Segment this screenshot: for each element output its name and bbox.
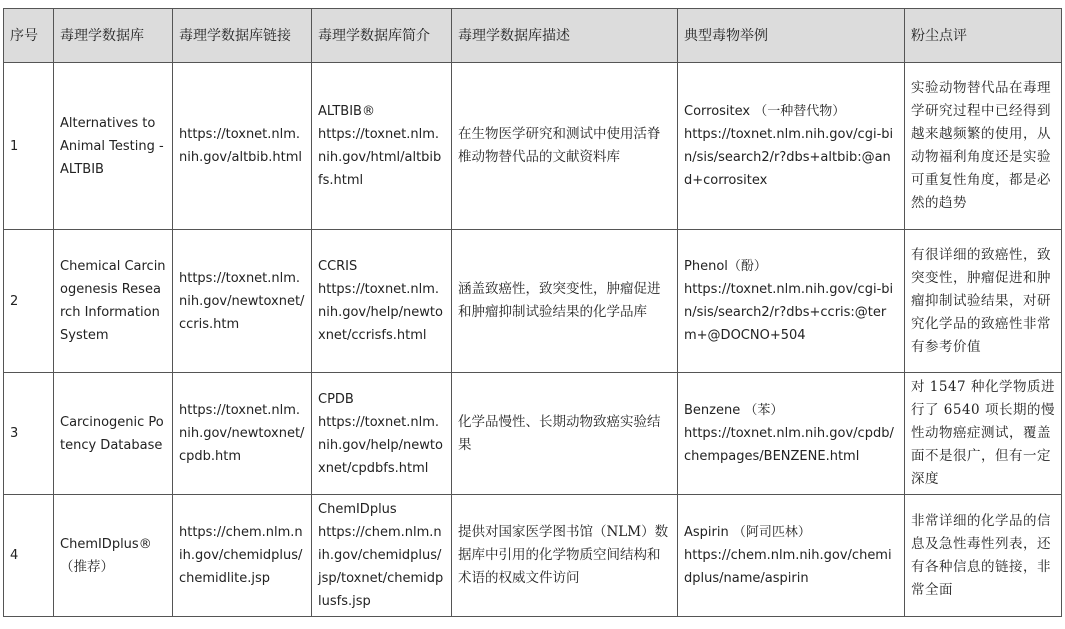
- database-link[interactable]: https://chem.nlm.nih.gov/chemidplus/chemidlite.jsp: [173, 495, 312, 617]
- header-description: 毒理学数据库描述: [452, 9, 678, 63]
- header-index: 序号: [4, 9, 54, 63]
- dust-comment: 有很详细的致癌性，致突变性，肿瘤促进和肿瘤抑制试验结果，对研究化学品的致癌性非常有参考价值: [905, 230, 1062, 373]
- table-row: [4, 373, 1062, 495]
- database-description: 涵盖致癌性，致突变性，肿瘤促进和肿瘤抑制试验结果的化学品库: [452, 230, 678, 373]
- row-index: 1: [4, 63, 54, 230]
- database-description: 化学品慢性、长期动物致癌实验结果: [452, 373, 678, 495]
- example-name: Phenol（酚）: [684, 259, 767, 274]
- database-name: [54, 63, 173, 230]
- example-name: Corrositex （一种替代物）: [684, 104, 846, 119]
- intro-name: CPDB: [318, 391, 354, 407]
- database-intro: [312, 373, 452, 495]
- database-intro: [312, 230, 452, 373]
- intro-url[interactable]: https://toxnet.nlm.nih.gov/help/newtoxnet/cpdbfs.html: [318, 414, 443, 476]
- database-name: [54, 495, 173, 617]
- header-comment: 粉尘点评: [905, 9, 1062, 63]
- database-description: 在生物医学研究和测试中使用活脊椎动物替代品的文献资料库: [452, 63, 678, 230]
- toxicant-example: [678, 495, 905, 617]
- intro-url[interactable]: https://chem.nlm.nih.gov/chemidplus/jsp/toxnet/chemidplusfs.jsp: [318, 525, 444, 609]
- dust-comment: 非常详细的化学品的信息及急性毒性列表，还有各种信息的链接，非常全面: [905, 495, 1062, 617]
- intro-name: ALTBIB®: [318, 104, 375, 119]
- row-index: 4: [4, 495, 54, 617]
- database-link[interactable]: https://toxnet.nlm.nih.gov/newtoxnet/ccris.htm: [173, 230, 312, 373]
- example-url[interactable]: https://chem.nlm.nih.gov/chemidplus/name/aspirin: [684, 548, 892, 586]
- database-intro: [312, 63, 452, 230]
- header-link: 毒理学数据库链接: [173, 9, 312, 63]
- toxicant-example: [678, 373, 905, 495]
- header-example: 典型毒物举例: [678, 9, 905, 63]
- table-header-row: [4, 9, 1062, 63]
- toxicant-example: [678, 63, 905, 230]
- table-row: [4, 495, 1062, 617]
- database-name-text: Chemical Carcinogenesis Research Information System: [60, 259, 166, 343]
- dust-comment: 实验动物替代品在毒理学研究过程中已经得到越来越频繁的使用，从动物福利角度还是实验可重复性角度，都是必然的趋势: [905, 63, 1062, 230]
- database-name: [54, 230, 173, 373]
- example-name: Aspirin （阿司匹林）: [684, 525, 811, 540]
- example-url[interactable]: https://toxnet.nlm.nih.gov/cpdb/chempages/BENZENE.html: [684, 426, 894, 464]
- recommended-note: （推荐）: [60, 558, 114, 575]
- database-intro: [312, 495, 452, 617]
- database-name: [54, 373, 173, 495]
- header-database: 毒理学数据库: [54, 9, 173, 63]
- database-link[interactable]: https://toxnet.nlm.nih.gov/newtoxnet/cpdb.htm: [173, 373, 312, 495]
- toxicology-database-table: [3, 8, 1062, 617]
- database-link[interactable]: https://toxnet.nlm.nih.gov/altbib.html: [173, 63, 312, 230]
- example-name: Benzene （苯）: [684, 403, 784, 418]
- database-name-text: Alternatives to Animal Testing - ALTBIB: [60, 115, 164, 177]
- example-url[interactable]: https://toxnet.nlm.nih.gov/cgi-bin/sis/search2/r?dbs+ccris:@term+@DOCNO+504: [684, 282, 894, 343]
- table-row: [4, 230, 1062, 373]
- row-index: 3: [4, 373, 54, 495]
- intro-url[interactable]: https://toxnet.nlm.nih.gov/help/newtoxnet/ccrisfs.html: [318, 282, 443, 343]
- intro-name: ChemIDplus: [318, 502, 397, 517]
- dust-comment: 对 1547 种化学物质进行了 6540 项长期的慢性动物癌症测试，覆盖面不是很广，但有一定深度: [905, 373, 1062, 495]
- table-row: [4, 63, 1062, 230]
- intro-url[interactable]: https://toxnet.nlm.nih.gov/html/altbibfs.html: [318, 127, 442, 188]
- header-intro: 毒理学数据库简介: [312, 9, 452, 63]
- row-index: 2: [4, 230, 54, 373]
- example-url[interactable]: https://toxnet.nlm.nih.gov/cgi-bin/sis/search2/r?dbs+altbib:@and+corrositex: [684, 127, 894, 188]
- database-name-text: ChemIDplus®: [60, 536, 152, 552]
- database-description: 提供对国家医学图书馆（NLM）数据库中引用的化学物质空间结构和术语的权威文件访问: [452, 495, 678, 617]
- database-name-text: Carcinogenic Potency Database: [60, 414, 164, 453]
- intro-name: CCRIS: [318, 259, 358, 274]
- toxicant-example: [678, 230, 905, 373]
